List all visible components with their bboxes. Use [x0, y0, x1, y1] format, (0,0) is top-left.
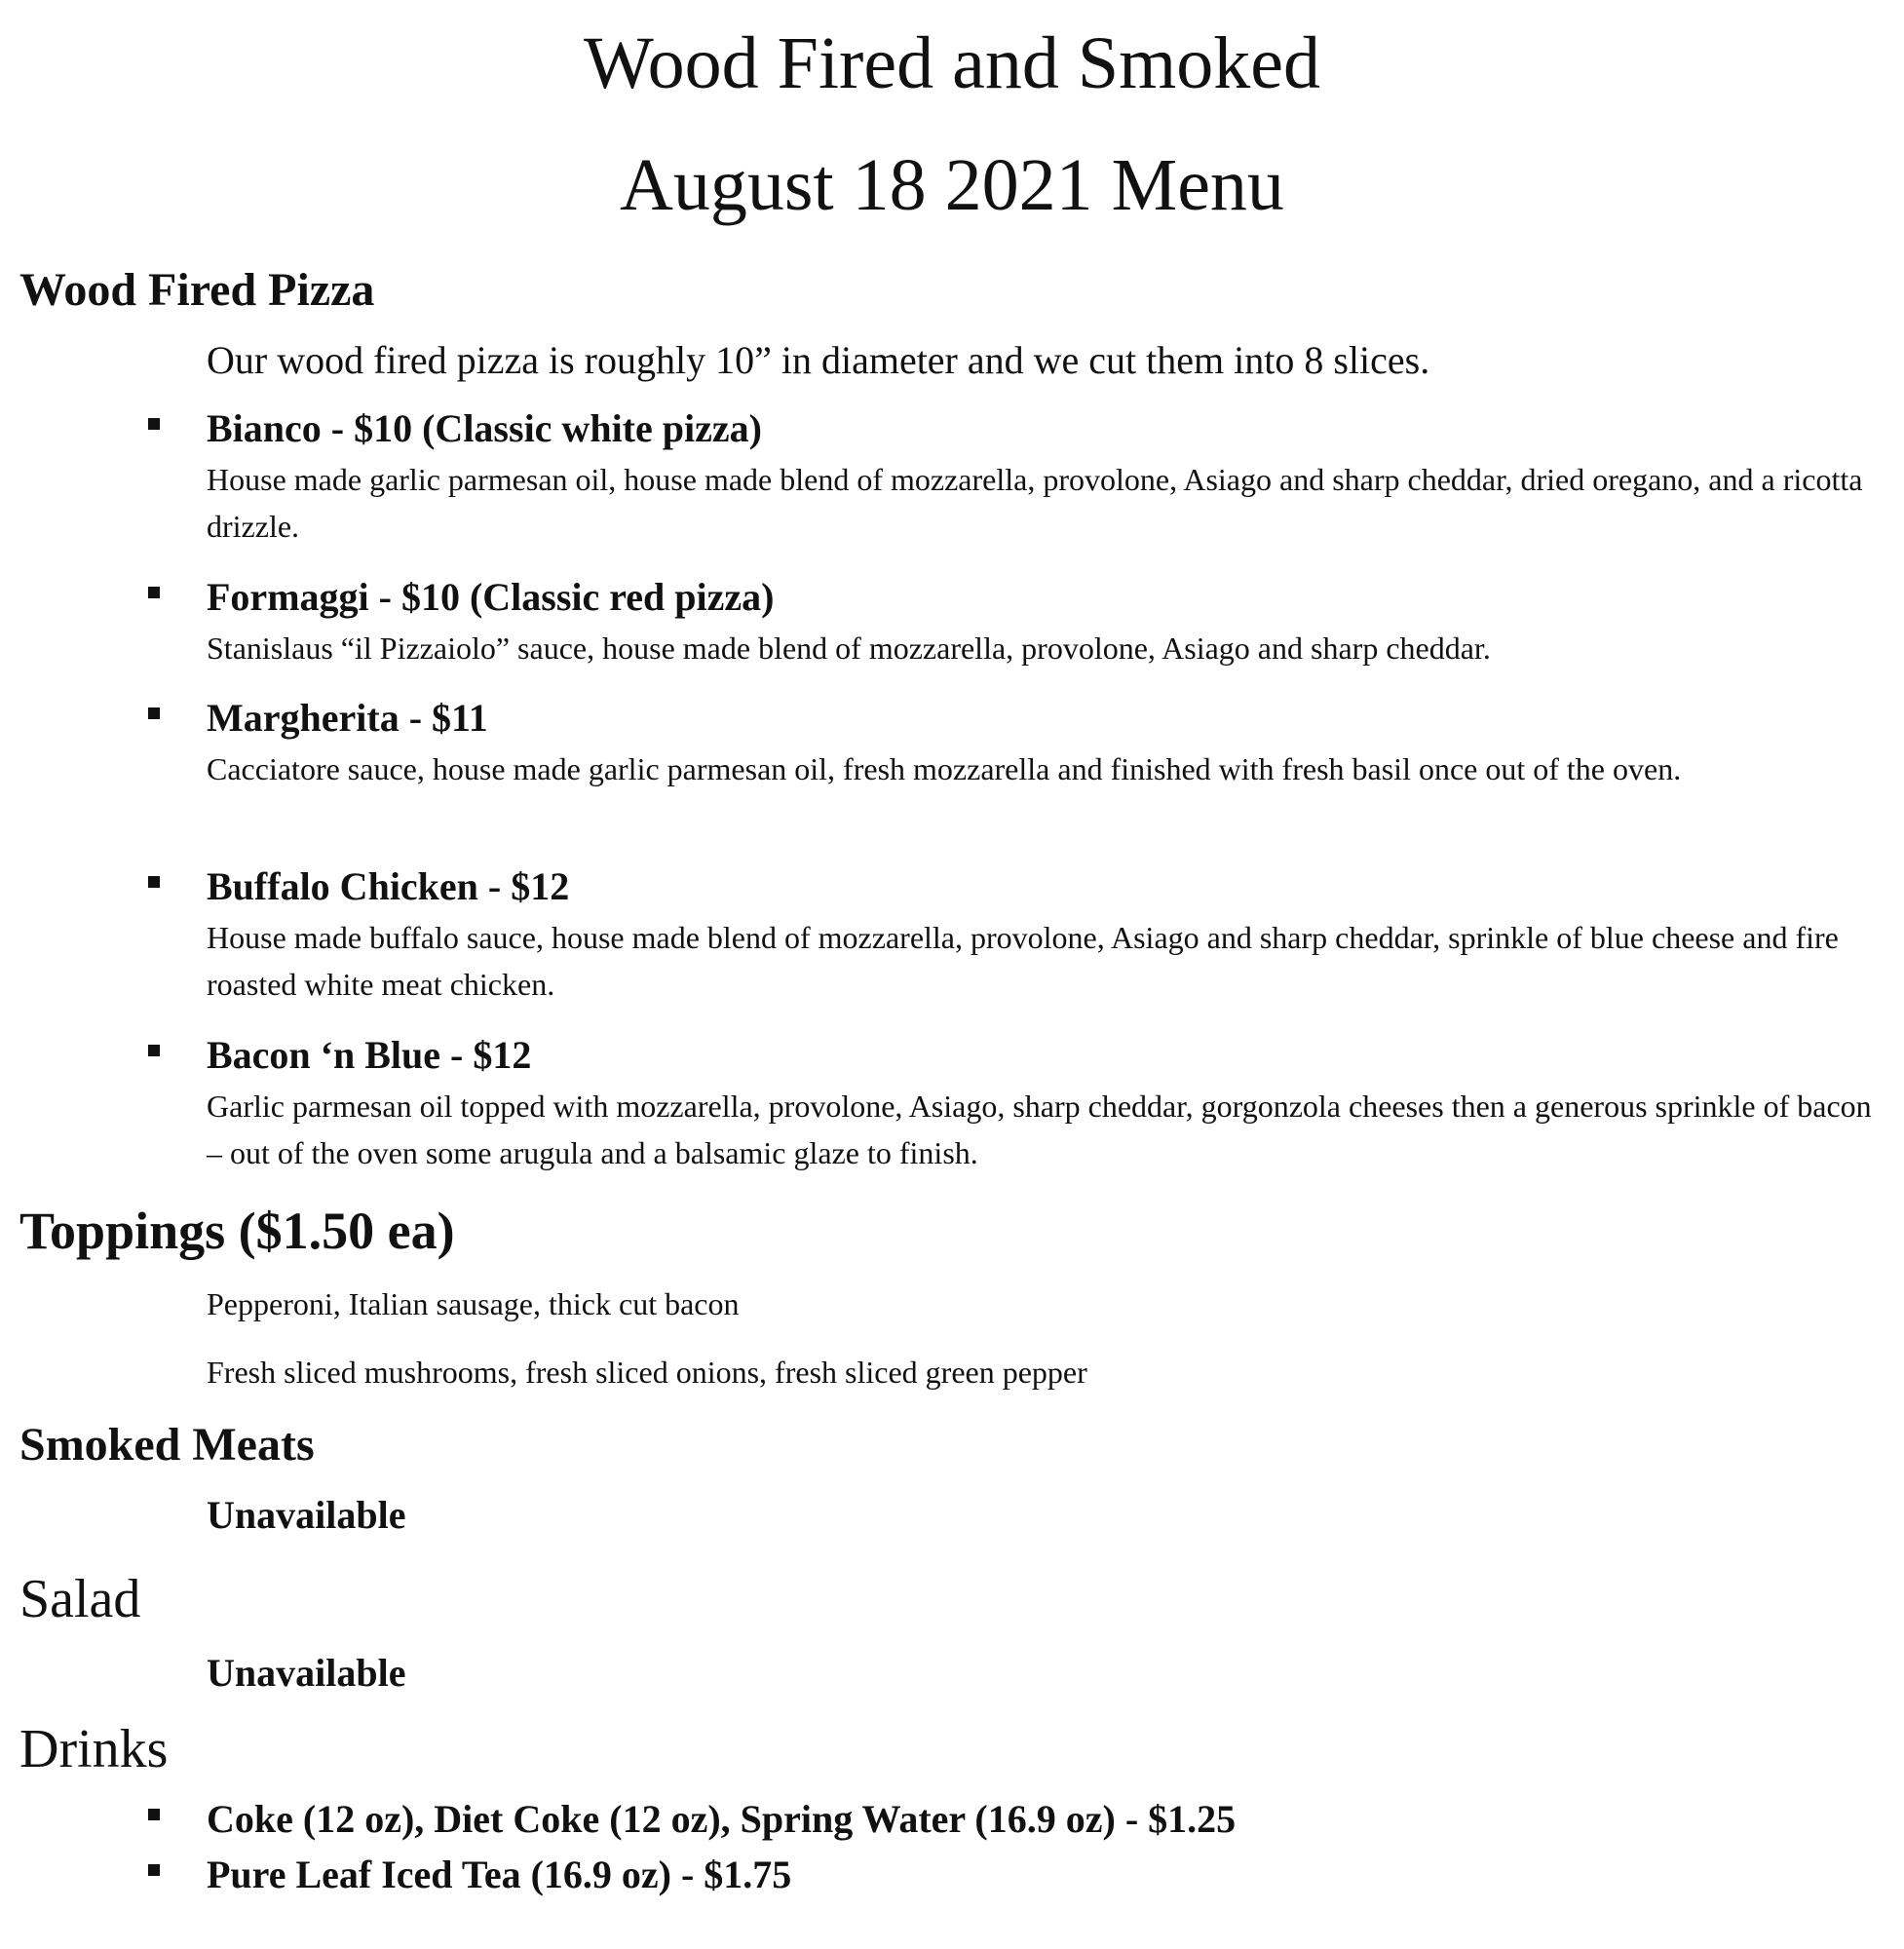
drink-name: Pure Leaf Iced Tea (16.9 oz) - $1.75 [207, 1853, 792, 1896]
item-description: Garlic parmesan oil topped with mozzarella, provolone, Asiago, sharp cheddar, gorgonzola cheeses then a generous sprinkle of bacon – out of the oven some arugula and a balsamic glaze to finish. [207, 1089, 1872, 1170]
menu-item-margherita [144, 695, 1879, 792]
section-heading-pizza: Wood Fired Pizza [19, 264, 375, 316]
drink-item [144, 1852, 1879, 1898]
menu-item-bianco [144, 405, 1879, 550]
drink-item [144, 1796, 1879, 1843]
section-heading-toppings: Toppings ($1.50 ea) [19, 1202, 455, 1260]
bullet-icon [148, 1864, 160, 1876]
pizza-intro: Our wood fired pizza is roughly 10” in diameter and we cut them into 8 slices. [207, 338, 1430, 382]
drink-name: Coke (12 oz), Diet Coke (12 oz), Spring Water (16.9 oz) - $1.25 [207, 1797, 1237, 1841]
bullet-icon [148, 1809, 160, 1820]
item-name: Formaggi - $10 (Classic red pizza) [207, 575, 775, 619]
section-heading-smoked-meats: Smoked Meats [19, 1419, 315, 1471]
section-heading-drinks: Drinks [19, 1719, 169, 1779]
toppings-meats: Pepperoni, Italian sausage, thick cut bacon [207, 1286, 740, 1321]
bullet-icon [148, 707, 160, 719]
smoked-meats-status: Unavailable [207, 1493, 406, 1537]
menu-item-buffalo-chicken [144, 863, 1879, 1008]
item-description: Stanislaus “il Pizzaiolo” sauce, house made blend of mozzarella, provolone, Asiago and sharp cheddar. [207, 631, 1491, 666]
bullet-icon [148, 876, 160, 888]
menu-title: Wood Fired and Smoked [584, 22, 1320, 104]
item-description: House made garlic parmesan oil, house made blend of mozzarella, provolone, Asiago and sharp cheddar, dried oregano, and a ricotta drizzle. [207, 462, 1863, 544]
item-description: Cacciatore sauce, house made garlic parmesan oil, fresh mozzarella and finished with fresh basil once out of the oven. [207, 751, 1682, 786]
item-name: Bianco - $10 (Classic white pizza) [207, 406, 762, 450]
item-description: House made buffalo sauce, house made blend of mozzarella, provolone, Asiago and sharp cheddar, sprinkle of blue cheese and fire roasted white meat chicken. [207, 920, 1839, 1002]
menu-date-title: August 18 2021 Menu [620, 144, 1284, 226]
item-name: Margherita - $11 [207, 696, 488, 740]
toppings-vegetables: Fresh sliced mushrooms, fresh sliced onions, fresh sliced green pepper [207, 1355, 1087, 1390]
menu-item-bacon-n-blue [144, 1032, 1879, 1176]
item-name: Bacon ‘n Blue - $12 [207, 1033, 532, 1077]
bullet-icon [148, 418, 160, 430]
item-name: Buffalo Chicken - $12 [207, 864, 570, 908]
section-heading-salad: Salad [19, 1569, 141, 1629]
bullet-icon [148, 1045, 160, 1056]
salad-status: Unavailable [207, 1651, 406, 1695]
menu-item-formaggi [144, 574, 1879, 671]
bullet-icon [148, 587, 160, 598]
